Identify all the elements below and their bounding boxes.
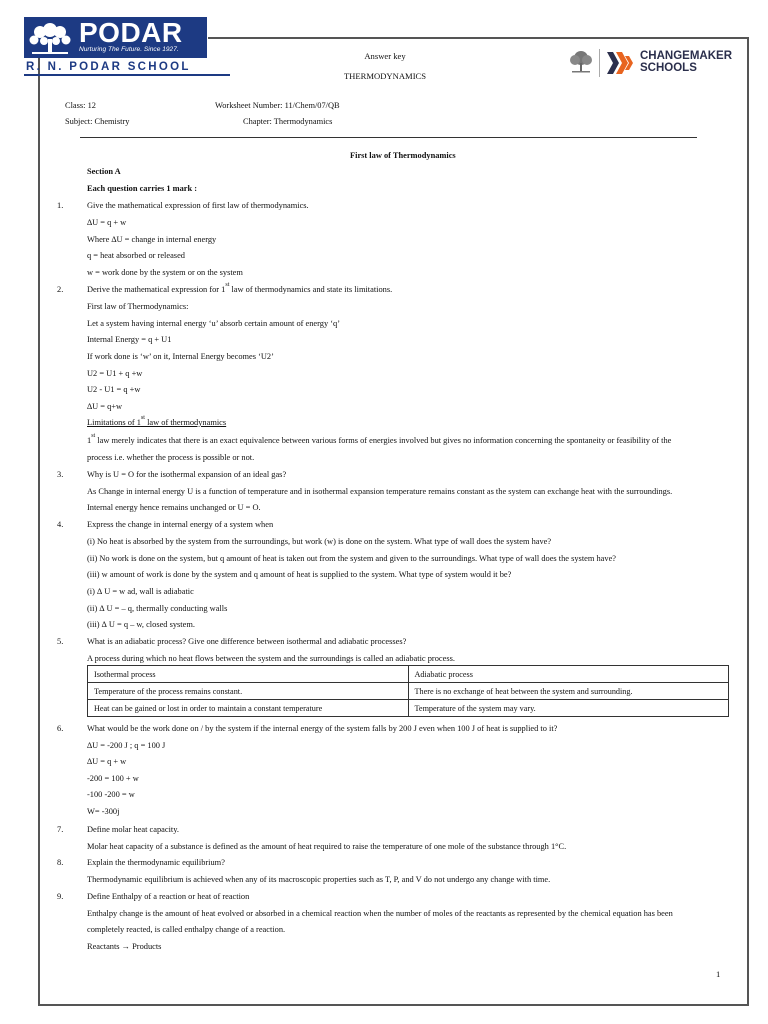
answer-line: Let a system having internal energy ‘u’ absorb certain amount of energy ‘q’ bbox=[87, 319, 341, 328]
question-number: 6. bbox=[57, 724, 64, 733]
limitations-heading: Limitations of 1st law of thermodynamics bbox=[87, 415, 227, 427]
school-logo bbox=[24, 17, 207, 75]
answer-line: (i) ∆ U = w ad, wall is adiabatic bbox=[87, 587, 194, 596]
table-header-row bbox=[88, 666, 729, 683]
class-label: Class: 12 bbox=[65, 101, 96, 110]
table-cell: Temperature of the process remains constant. bbox=[88, 683, 409, 700]
question-number: 4. bbox=[57, 520, 64, 529]
question-text: Give the mathematical expression of first law of thermodynamics. bbox=[87, 201, 309, 210]
table-row bbox=[88, 683, 729, 700]
section-title: First law of Thermodynamics bbox=[350, 151, 456, 160]
question-part: (i) No heat is absorbed by the system from the surroundings, but work (w) is done on the system. What type of wall does the system have? bbox=[87, 537, 552, 546]
answer-line: First law of Thermodynamics: bbox=[87, 302, 189, 311]
answer-line: W= -300j bbox=[87, 807, 120, 816]
header-divider bbox=[80, 137, 697, 138]
answer-line: ∆U = q + w bbox=[87, 757, 127, 766]
question-part: (iii) w amount of work is done by the system and q amount of heat is supplied to the system. What type of system would it be? bbox=[87, 570, 512, 579]
answer-line: Enthalpy change is the amount of heat evolved or absorbed in a chemical reaction when the number of moles of the reactants as represented by the chemical equation has been bbox=[87, 909, 673, 918]
question-text: Explain the thermodynamic equilibrium? bbox=[87, 858, 225, 867]
question-part: (ii) No work is done on the system, but q amount of heat is taken out from the system and given to the surroundings. What type of wall does the system have? bbox=[87, 554, 616, 563]
question-number: 9. bbox=[57, 892, 64, 901]
logo-tagline: Nurturing The Future. Since 1927. bbox=[79, 46, 179, 53]
answer-line: (ii) ∆ U = – q, thermally conducting walls bbox=[87, 604, 228, 613]
table-cell: Heat can be gained or lost in order to maintain a constant temperature bbox=[88, 700, 409, 717]
answer-line: As Change in internal energy U is a function of temperature and in isothermal expansion temperature remains constant as the system can exchange heat with the surroundings. bbox=[87, 487, 673, 496]
table-header: Isothermal process bbox=[88, 666, 409, 683]
answer-line: Where ∆U = change in internal energy bbox=[87, 235, 217, 244]
question-number: 8. bbox=[57, 858, 64, 867]
answer-line: U2 = U1 + q +w bbox=[87, 369, 143, 378]
answer-line: ∆U = -200 J ; q = 100 J bbox=[87, 741, 166, 750]
answer-line: Molar heat capacity of a substance is defined as the amount of heat required to raise the temperature of one mole of the substance through 1°C. bbox=[87, 842, 567, 851]
partner-logo-line2: SCHOOLS bbox=[640, 62, 697, 74]
table-header: Adiabatic process bbox=[408, 666, 729, 683]
table-cell: There is no exchange of heat between the system and surrounding. bbox=[408, 683, 729, 700]
question-text: Define Enthalpy of a reaction or heat of reaction bbox=[87, 892, 250, 901]
document-title: THERMODYNAMICS bbox=[343, 71, 427, 81]
worksheet-number: Worksheet Number: 11/Chem/07/QB bbox=[215, 101, 340, 110]
answer-line: Internal energy hence remains unchanged or U = O. bbox=[87, 503, 261, 512]
answer-key-label: Answer key bbox=[364, 51, 406, 61]
chapter-label: Chapter: Thermodynamics bbox=[243, 117, 333, 126]
answer-line: process i.e. whether the process is possible or not. bbox=[87, 453, 255, 462]
tree-emblem-icon bbox=[566, 49, 596, 75]
answer-line: ∆U = q+w bbox=[87, 402, 123, 411]
answer-line: w = work done by the system or on the system bbox=[87, 268, 243, 277]
answer-line: (iii) ∆ U = q – w, closed system. bbox=[87, 620, 195, 629]
question-text: What is an adiabatic process? Give one difference between isothermal and adiabatic processes? bbox=[87, 637, 407, 646]
comparison-table bbox=[87, 665, 729, 717]
question-number: 3. bbox=[57, 470, 64, 479]
table-row bbox=[88, 700, 729, 717]
section-label: Section A bbox=[87, 167, 121, 176]
logo-banner bbox=[24, 17, 207, 58]
answer-line: completely reacted, is called enthalpy change of a reaction. bbox=[87, 925, 286, 934]
answer-line: 1st law merely indicates that there is an exact equivalence between various forms of energies involved but gives no information concerning the spontaneity or feasibility of the bbox=[87, 433, 672, 445]
logo-underline bbox=[24, 74, 230, 76]
answer-line: Internal Energy = q + U1 bbox=[87, 335, 172, 344]
question-text: Define molar heat capacity. bbox=[87, 825, 179, 834]
marks-note: Each question carries 1 mark : bbox=[87, 184, 198, 193]
question-number: 2. bbox=[57, 285, 64, 294]
answer-line: q = heat absorbed or released bbox=[87, 251, 185, 260]
table-cell: Temperature of the system may vary. bbox=[408, 700, 729, 717]
answer-line: ∆U = q + w bbox=[87, 218, 127, 227]
answer-line: U2 - U1 = q +w bbox=[87, 385, 141, 394]
question-number: 1. bbox=[57, 201, 64, 210]
page-number: 1 bbox=[716, 969, 721, 979]
logo-name: PODAR bbox=[79, 17, 183, 48]
question-number: 5. bbox=[57, 637, 64, 646]
partner-logo-line1: CHANGEMAKER bbox=[640, 50, 732, 62]
answer-line: -200 = 100 + w bbox=[87, 774, 139, 783]
changemaker-logo bbox=[566, 47, 732, 83]
question-text: What would be the work done on / by the system if the internal energy of the system falls by 200 J even when 100 J of heat is supplied to it? bbox=[87, 724, 558, 733]
chevron-mark-icon bbox=[603, 48, 637, 78]
tree-icon bbox=[26, 19, 74, 56]
logo-divider bbox=[599, 49, 600, 77]
answer-line: -100 -200 = w bbox=[87, 790, 135, 799]
answer-line: If work done is ‘w’ on it, Internal Energy becomes ‘U2’ bbox=[87, 352, 274, 361]
subject-label: Subject: Chemistry bbox=[65, 117, 130, 126]
question-text: Express the change in internal energy of a system when bbox=[87, 520, 274, 529]
question-text: Why is U = O for the isothermal expansion of an ideal gas? bbox=[87, 470, 287, 479]
answer-line: A process during which no heat flows between the system and the surroundings is called an adiabatic process. bbox=[87, 654, 455, 663]
answer-line: Reactants → Products bbox=[87, 942, 162, 951]
changemaker-text bbox=[640, 50, 732, 74]
answer-line: Thermodynamic equilibrium is achieved when any of its macroscopic properties such as T, P, and V do not undergo any change with time. bbox=[87, 875, 551, 884]
question-number: 7. bbox=[57, 825, 64, 834]
school-name: R. N. PODAR SCHOOL bbox=[26, 61, 191, 73]
page-border-top bbox=[208, 37, 747, 39]
question-text: Derive the mathematical expression for 1st law of thermodynamics and state its limitations. bbox=[87, 282, 393, 294]
